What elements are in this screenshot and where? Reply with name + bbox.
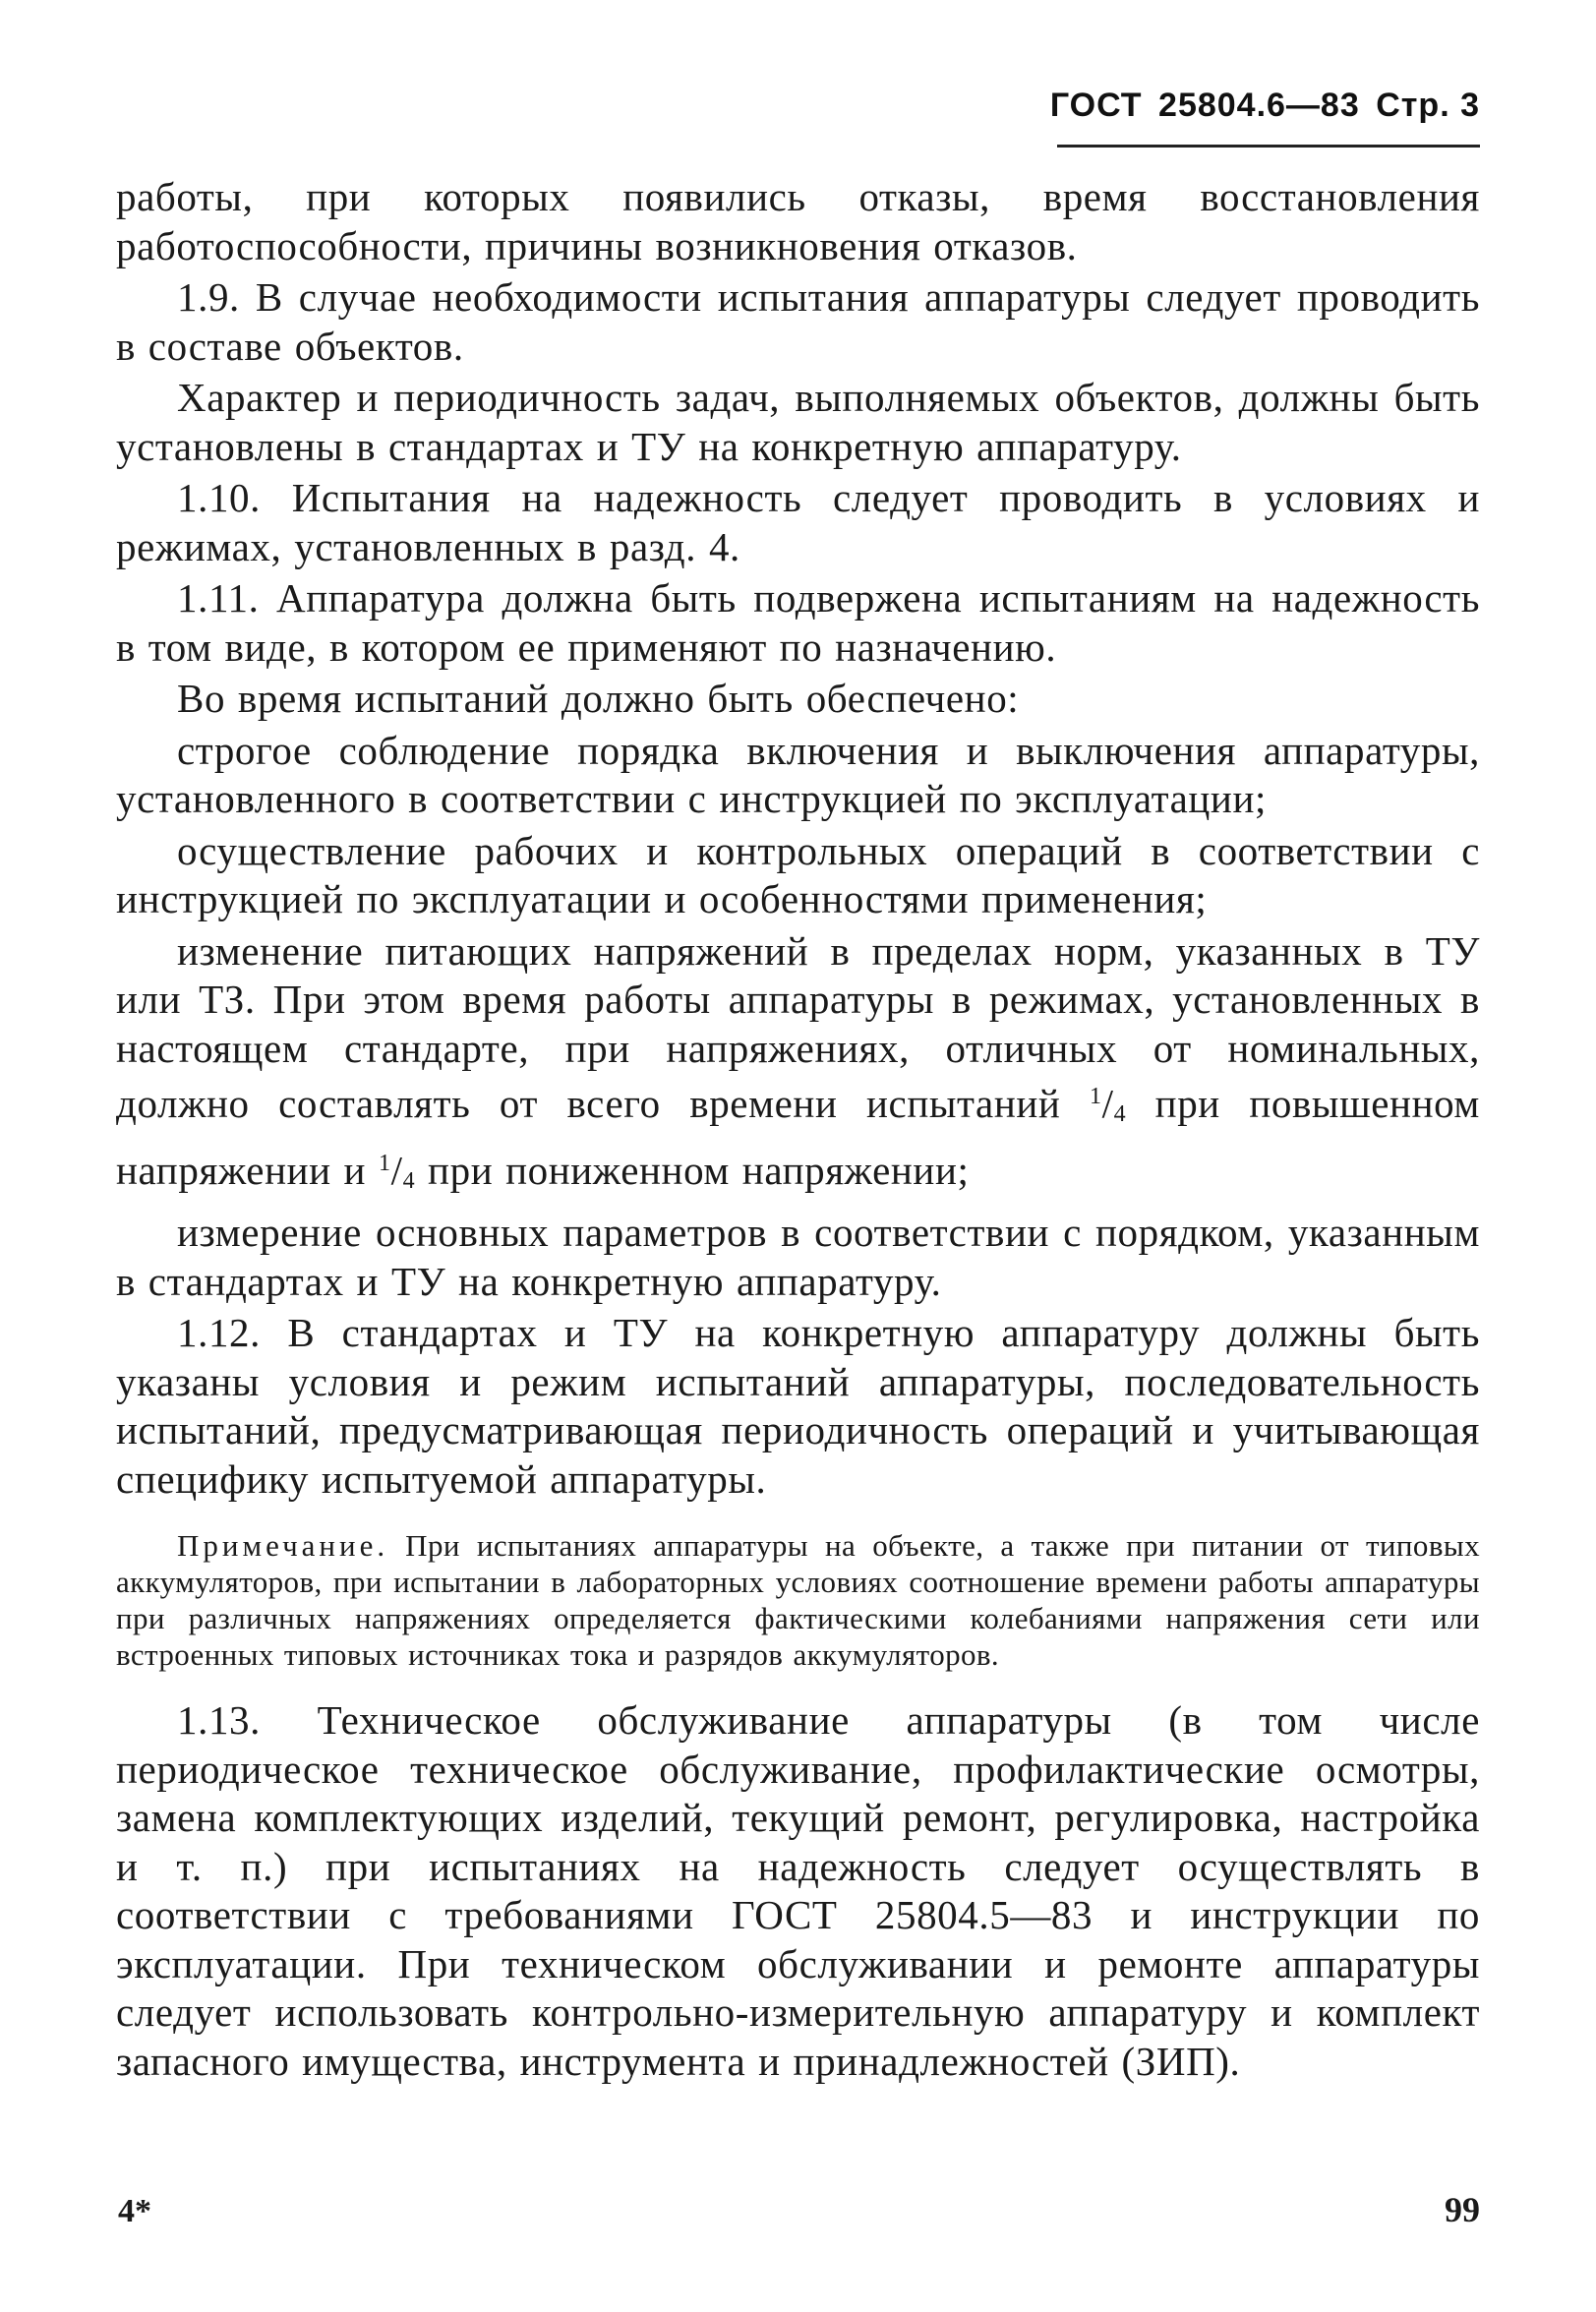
fraction-one-quarter: $^1/_4$ xyxy=(378,1147,416,1194)
footer-signature: 4* xyxy=(118,2193,151,2229)
paragraph-tasks-character: Характер и периодичность задач, выполняемых объектов, должны быть установлены в стандартах и ТУ на конкретную аппаратуру. xyxy=(116,375,1480,469)
list-item-measurement: измерение основных параметров в соответствии с порядком, указанным в стандартах и ТУ на конкретную аппаратуру. xyxy=(116,1210,1480,1304)
list-item-operations: осуществление рабочих и контрольных операций в соответствии с инструкцией по эксплуатации и особенностями применения; xyxy=(116,827,1480,921)
note-text: При испытаниях аппаратуры на объекте, а также при питании от типовых аккумуляторов, при испытании в лабораторных условиях соотношение времени работы аппаратуры при различных напряжениях определяется фактическими колебаниями напряжения сети или встроенных типовых источниках тока и разрядов аккумуляторов. xyxy=(116,1528,1480,1672)
body-text xyxy=(116,173,1480,2089)
fraction-one-quarter: $^1/_4$ xyxy=(1089,1081,1127,1127)
page-header xyxy=(1044,87,1480,125)
header-rule xyxy=(1057,145,1480,148)
voltage-text-a: изменение питающих напряжений в пределах норм, указанных в ТУ или ТЗ. При этом время работы аппаратуры в режимах, установленных в настоящем стандарте, при напряжениях, отличных от номинальных, должно составлять от всего времени испытаний xyxy=(116,927,1480,1126)
list-item-voltage-change xyxy=(116,927,1480,1207)
paragraph-1-13: 1.13. Техническое обслуживание аппаратуры (в том числе периодическое техническое обслуживание, профилактические осмотры, замена комплектующих изделий, текущий ремонт, регулировка, настройка и т. п.) при испытаниях на надежность следует осуществлять в соответствии с требованиями ГОСТ 25804.5—83 и инструкции по эксплуатации. При техническом обслуживании и ремонте аппаратуры следует использовать контрольно-измерительную аппаратуру и комплект запасного имущества, инструмента и принадлежностей (ЗИП). xyxy=(116,1697,1480,2084)
paragraph-1-11: 1.11. Аппаратура должна быть подвержена испытаниям на надежность в том виде, в котором ее применяют по назначению. xyxy=(116,575,1480,670)
list-item-switching-order: строгое соблюдение порядка включения и выключения аппаратуры, установленного в соответствии с инструкцией по эксплуатации; xyxy=(116,727,1480,821)
header-number: 25804.6—83 xyxy=(1158,87,1360,124)
header-page-label: Стр. 3 xyxy=(1376,87,1480,124)
paragraph-provided-list-intro: Во время испытаний должно быть обеспечено: xyxy=(177,676,1020,721)
paragraph-1-10: 1.10. Испытания на надежность следует проводить в условиях и режимах, установленных в разд. 4. xyxy=(116,475,1480,569)
voltage-text-b: при повышенном напряжении и xyxy=(116,1081,1480,1193)
paragraph-1-12: 1.12. В стандартах и ТУ на конкретную аппаратуру должны быть указаны условия и режим испытаний аппаратуры, последовательность испытаний, предусматривающая периодичность операций и учитывающая специфику испытуемой аппаратуры. xyxy=(116,1310,1480,1502)
paragraph-continuation: работы, при которых появились отказы, время восстановления работоспособности, причины возникновения отказов. xyxy=(116,174,1480,268)
header-standard: ГОСТ xyxy=(1049,87,1143,124)
voltage-text-c: при пониженном напряжении; xyxy=(428,1147,970,1193)
note-block xyxy=(116,1527,1480,1673)
note-label: Примечание. xyxy=(177,1528,389,1563)
footer-page-number: 99 xyxy=(1445,2190,1480,2229)
paragraph-1-9: 1.9. В случае необходимости испытания аппаратуры следует проводить в составе объектов. xyxy=(116,274,1480,369)
